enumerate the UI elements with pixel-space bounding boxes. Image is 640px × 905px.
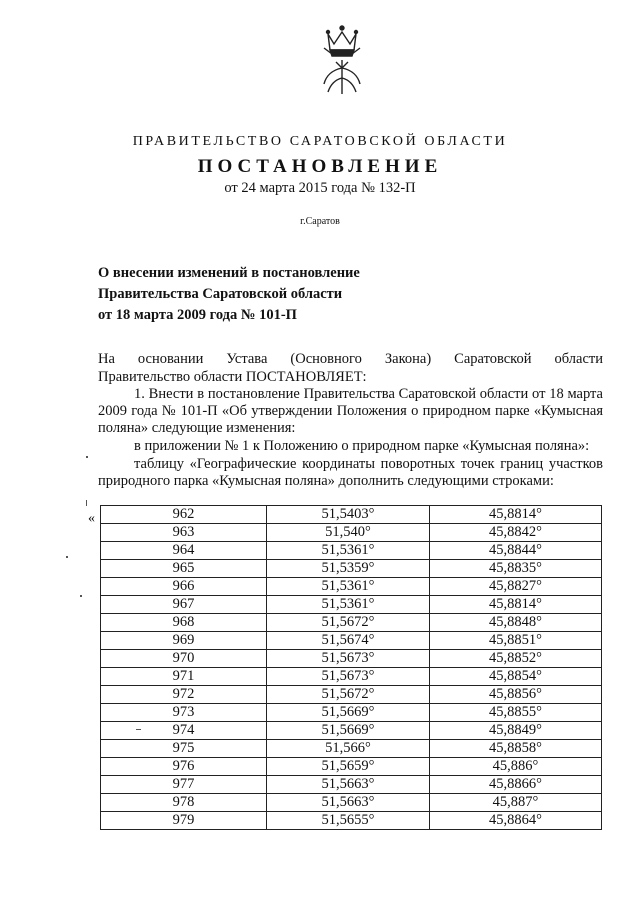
body-paragraph: таблицу «Географические координаты поворотных точек границ участков [134, 456, 603, 472]
table-row [101, 524, 602, 542]
table-row [101, 794, 602, 812]
latitude-cell: 51,5663° [267, 794, 430, 812]
table-row [101, 740, 602, 758]
subject-line: Правительства Саратовской области [98, 286, 343, 302]
latitude-cell: 51,566° [267, 740, 430, 758]
document-subject [98, 263, 360, 326]
latitude-cell: 51,5655° [267, 812, 430, 830]
table-row [101, 506, 602, 524]
point-number-cell: 962 [101, 506, 267, 524]
body-paragraph: в приложении № 1 к Положению о природном парке «Кумысная поляна»: [134, 438, 590, 454]
longitude-cell: 45,8814° [430, 506, 602, 524]
latitude-cell: 51,5673° [267, 650, 430, 668]
scan-speck [86, 456, 88, 458]
point-number-cell: 965 [101, 560, 267, 578]
opening-quote-mark: « [88, 511, 95, 526]
point-number-cell: 973 [101, 704, 267, 722]
scan-speck [66, 556, 68, 558]
table-row [101, 560, 602, 578]
longitude-cell: 45,8856° [430, 686, 602, 704]
longitude-cell: 45,8854° [430, 668, 602, 686]
point-number-cell: 969 [101, 632, 267, 650]
table-row [101, 704, 602, 722]
longitude-cell: 45,8842° [430, 524, 602, 542]
subject-line: О внесении изменений в постановление [98, 265, 360, 281]
point-number-cell: 972 [101, 686, 267, 704]
longitude-cell: 45,8827° [430, 578, 602, 596]
scan-speck [80, 595, 82, 597]
longitude-cell: 45,8848° [430, 614, 602, 632]
scan-speck [136, 729, 141, 730]
table-row [101, 686, 602, 704]
table-row [101, 596, 602, 614]
latitude-cell: 51,5669° [267, 722, 430, 740]
table-row [101, 542, 602, 560]
document-city: г.Саратов [300, 216, 340, 227]
body-paragraph: природного парка «Кумысная поляна» дополнить следующими строками: [98, 473, 554, 489]
table-row [101, 632, 602, 650]
table-row [101, 668, 602, 686]
table-row [101, 776, 602, 794]
longitude-cell: 45,8858° [430, 740, 602, 758]
table-row [101, 650, 602, 668]
point-number-cell: 971 [101, 668, 267, 686]
latitude-cell: 51,5674° [267, 632, 430, 650]
point-number-cell: 964 [101, 542, 267, 560]
coordinates-table [100, 505, 602, 830]
table-row [101, 758, 602, 776]
latitude-cell: 51,5663° [267, 776, 430, 794]
scan-speck [86, 500, 87, 506]
point-number-cell: 975 [101, 740, 267, 758]
table-row [101, 614, 602, 632]
table-row [101, 578, 602, 596]
latitude-cell: 51,5359° [267, 560, 430, 578]
latitude-cell: 51,5403° [267, 506, 430, 524]
body-paragraph: 1. Внести в постановление Правительства Саратовской области от 18 марта [134, 386, 603, 402]
latitude-cell: 51,5361° [267, 578, 430, 596]
longitude-cell: 45,8844° [430, 542, 602, 560]
table-row [101, 722, 602, 740]
longitude-cell: 45,8855° [430, 704, 602, 722]
point-number-cell: 977 [101, 776, 267, 794]
longitude-cell: 45,8866° [430, 776, 602, 794]
point-number-cell: 976 [101, 758, 267, 776]
longitude-cell: 45,8852° [430, 650, 602, 668]
body-paragraph: На основании Устава (Основного Закона) Саратовской области [98, 351, 603, 367]
point-number-cell: 978 [101, 794, 267, 812]
latitude-cell: 51,5361° [267, 542, 430, 560]
document-date: от 24 марта 2015 года № 132-П [224, 180, 416, 196]
subject-line: от 18 марта 2009 года № 101-П [98, 307, 297, 323]
longitude-cell: 45,8835° [430, 560, 602, 578]
table-row [101, 812, 602, 830]
point-number-cell: 963 [101, 524, 267, 542]
coat-of-arms-crown-icon [314, 18, 370, 98]
longitude-cell: 45,887° [430, 794, 602, 812]
point-number-cell: 967 [101, 596, 267, 614]
longitude-cell: 45,8864° [430, 812, 602, 830]
body-paragraph: Правительство области ПОСТАНОВЛЯЕТ: [98, 369, 367, 385]
longitude-cell: 45,8849° [430, 722, 602, 740]
point-number-cell: 968 [101, 614, 267, 632]
point-number-cell: 966 [101, 578, 267, 596]
government-name: ПРАВИТЕЛЬСТВО САРАТОВСКОЙ ОБЛАСТИ [132, 134, 508, 149]
longitude-cell: 45,886° [430, 758, 602, 776]
latitude-cell: 51,5659° [267, 758, 430, 776]
longitude-cell: 45,8851° [430, 632, 602, 650]
latitude-cell: 51,5673° [267, 668, 430, 686]
longitude-cell: 45,8814° [430, 596, 602, 614]
point-number-cell: 974 [101, 722, 267, 740]
point-number-cell: 970 [101, 650, 267, 668]
body-paragraph: 2009 года № 101-П «Об утверждении Положения о природном парке «Кумысная [98, 403, 603, 419]
latitude-cell: 51,5669° [267, 704, 430, 722]
point-number-cell: 979 [101, 812, 267, 830]
body-paragraph: поляна» следующие изменения: [98, 420, 296, 436]
latitude-cell: 51,540° [267, 524, 430, 542]
latitude-cell: 51,5672° [267, 614, 430, 632]
latitude-cell: 51,5672° [267, 686, 430, 704]
latitude-cell: 51,5361° [267, 596, 430, 614]
document-type: ПОСТАНОВЛЕНИЕ [197, 156, 443, 177]
